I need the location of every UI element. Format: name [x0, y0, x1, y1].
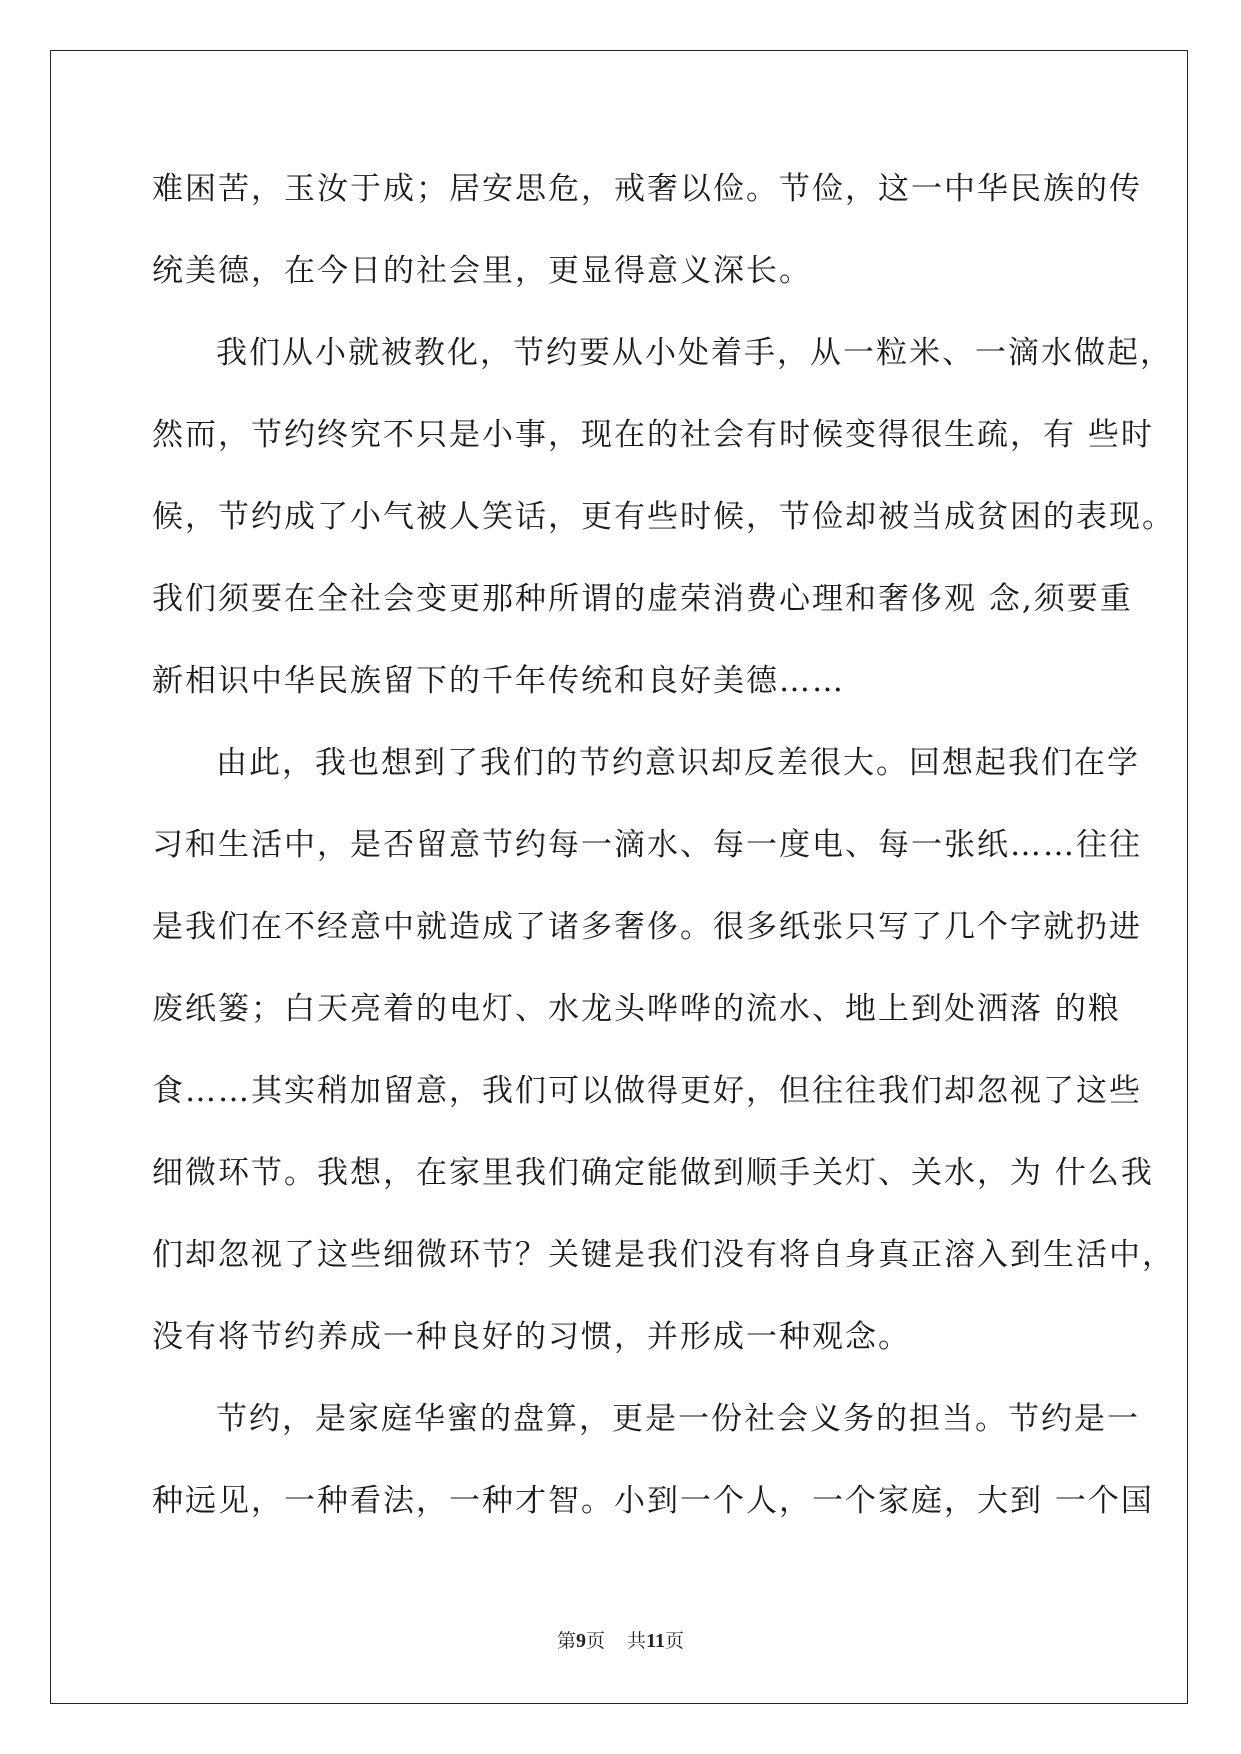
- footer-total-suffix: 页: [664, 1630, 684, 1652]
- page-footer: [0, 1626, 1241, 1653]
- text-line: 们却忽视了这些细微环节？关键是我们没有将自身真正溶入到生活中，: [152, 1237, 1175, 1273]
- text-line: 统美德，在今日的社会里，更显得意义深长。: [152, 253, 812, 289]
- text-line: 是我们在不经意中就造成了诸多奢侈。很多纸张只写了几个字就扔进: [152, 909, 1142, 945]
- text-line: 种远见，一种看法，一种才智。小到一个人，一个家庭，大到 一个国: [152, 1483, 1154, 1519]
- text-line: 食……其实稍加留意，我们可以做得更好，但往往我们却忽视了这些: [152, 1073, 1142, 1109]
- footer-page-suffix: 页: [586, 1630, 606, 1652]
- text-line: 然而，节约终究不只是小事，现在的社会有时候变得很生疏，有 些时: [152, 417, 1154, 453]
- text-line: 没有将节约养成一种良好的习惯，并形成一种观念。: [152, 1319, 911, 1355]
- text-line: 节约，是家庭华蜜的盘算，更是一份社会义务的担当。节约是一: [216, 1401, 1140, 1437]
- text-line: 习和生活中，是否留意节约每一滴水、每一度电、每一张纸……往往: [152, 827, 1142, 863]
- document-body: [152, 160, 1175, 1554]
- text-line: 我们从小就被教化，节约要从小处着手，从一粒米、一滴水做起，: [216, 335, 1173, 371]
- total-page-number: 11: [646, 1630, 665, 1652]
- current-page-number: 9: [576, 1630, 587, 1652]
- text-line: 新相识中华民族留下的千年传统和良好美德……: [152, 663, 845, 699]
- text-line: 我们须要在全社会变更那种所谓的虚荣消费心理和奢侈观 念,须要重: [152, 581, 1133, 617]
- footer-total-prefix: 共: [627, 1630, 647, 1652]
- text-line: 由此，我也想到了我们的节约意识却反差很大。回想起我们在学: [216, 745, 1140, 781]
- text-line: 细微环节。我想，在家里我们确定能做到顺手关灯、关水，为 什么我: [152, 1155, 1154, 1191]
- text-line: 废纸篓；白天亮着的电灯、水龙头哗哗的流水、地上到处洒落 的粮: [152, 991, 1121, 1027]
- text-line: 难困苦，玉汝于成；居安思危，戒奢以俭。节俭，这一中华民族的传: [152, 171, 1142, 207]
- footer-prefix: 第: [557, 1630, 577, 1652]
- text-line: 候，节约成了小气被人笑话，更有些时候，节俭却被当成贫困的表现。: [152, 499, 1175, 535]
